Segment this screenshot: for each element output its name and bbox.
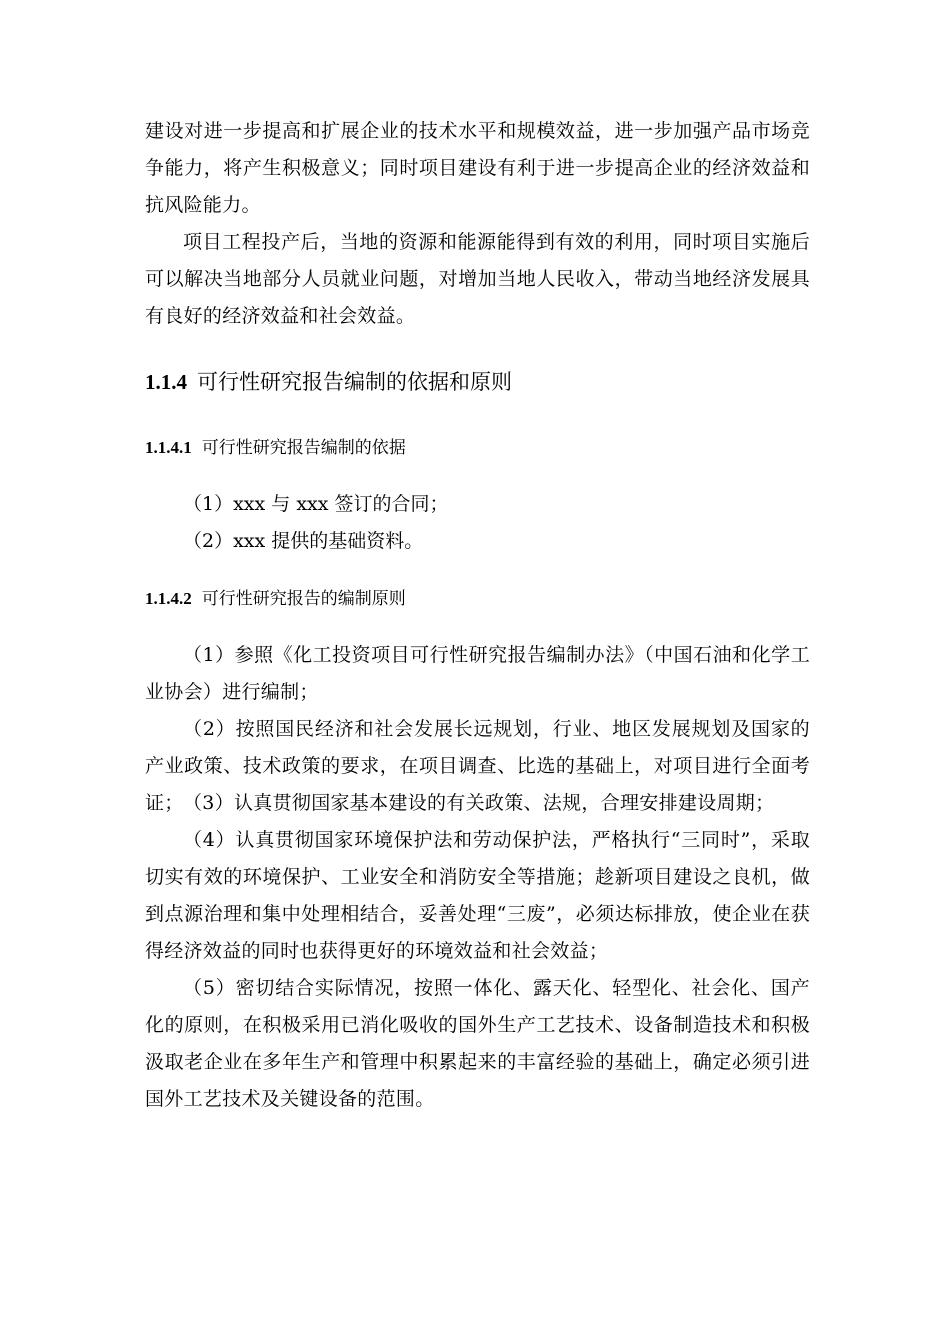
subsection-heading-1-1-4-1 [145, 434, 406, 462]
section-heading-1-1-4 [145, 367, 512, 397]
subsection-number: 1.1.4.1 [145, 438, 192, 457]
basis-item-2: （2）xxx 提供的基础资料。 [183, 530, 424, 552]
body-paragraph-1: 建设对进一步提高和扩展企业的技术水平和规模效益，进一步加强产品市场竞争能力，将产生积极意义；同时项目建设有利于进一步提高企业的经济效益和抗风险能力。 [145, 120, 810, 216]
section-number: 1.1.4 [145, 370, 187, 394]
subsection-title: 可行性研究报告编制的依据 [201, 438, 406, 458]
principle-item-2: （2）按照国民经济和社会发展长远规划，行业、地区发展规划及国家的产业政策、技术政策的要求，在项目调查、比选的基础上，对项目进行全面考证； [145, 718, 810, 814]
section-title: 可行性研究报告编制的依据和原则 [197, 370, 512, 394]
subsection-heading-1-1-4-2 [145, 585, 406, 613]
principle-item-1: （1）参照《化工投资项目可行性研究报告编制办法》（中国石油和化学工业协会）进行编制； [145, 644, 810, 703]
principle-item-4: （4）认真贯彻国家环境保护法和劳动保护法，严格执行“三同时”，采取切实有效的环境保护、工业安全和消防安全等措施；趁新项目建设之良机，做到点源治理和集中处理相结合，妥善处理“三废”，必须达标排放，使企业在获得经济效益的同时也获得更好的环境效益和社会效益； [145, 829, 810, 962]
subsection-title: 可行性研究报告的编制原则 [201, 589, 406, 609]
body-paragraph-2: 项目工程投产后，当地的资源和能源能得到有效的利用，同时项目实施后可以解决当地部分人员就业问题，对增加当地人民收入，带动当地经济发展具有良好的经济效益和社会效益。 [145, 231, 810, 327]
subsection-number: 1.1.4.2 [145, 589, 192, 608]
principle-item-3: （3）认真贯彻国家基本建设的有关政策、法规，合理安排建设周期； [183, 792, 775, 814]
principle-item-5: （5）密切结合实际情况，按照一体化、露天化、轻型化、社会化、国产化的原则，在积极采用已消化吸收的国外生产工艺技术、设备制造技术和积极汲取老企业在多年生产和管理中积累起来的丰富经验的基础上，确定必须引进国外工艺技术及关键设备的范围。 [145, 977, 810, 1110]
basis-item-1: （1）xxx 与 xxx 签订的合同； [183, 493, 449, 515]
